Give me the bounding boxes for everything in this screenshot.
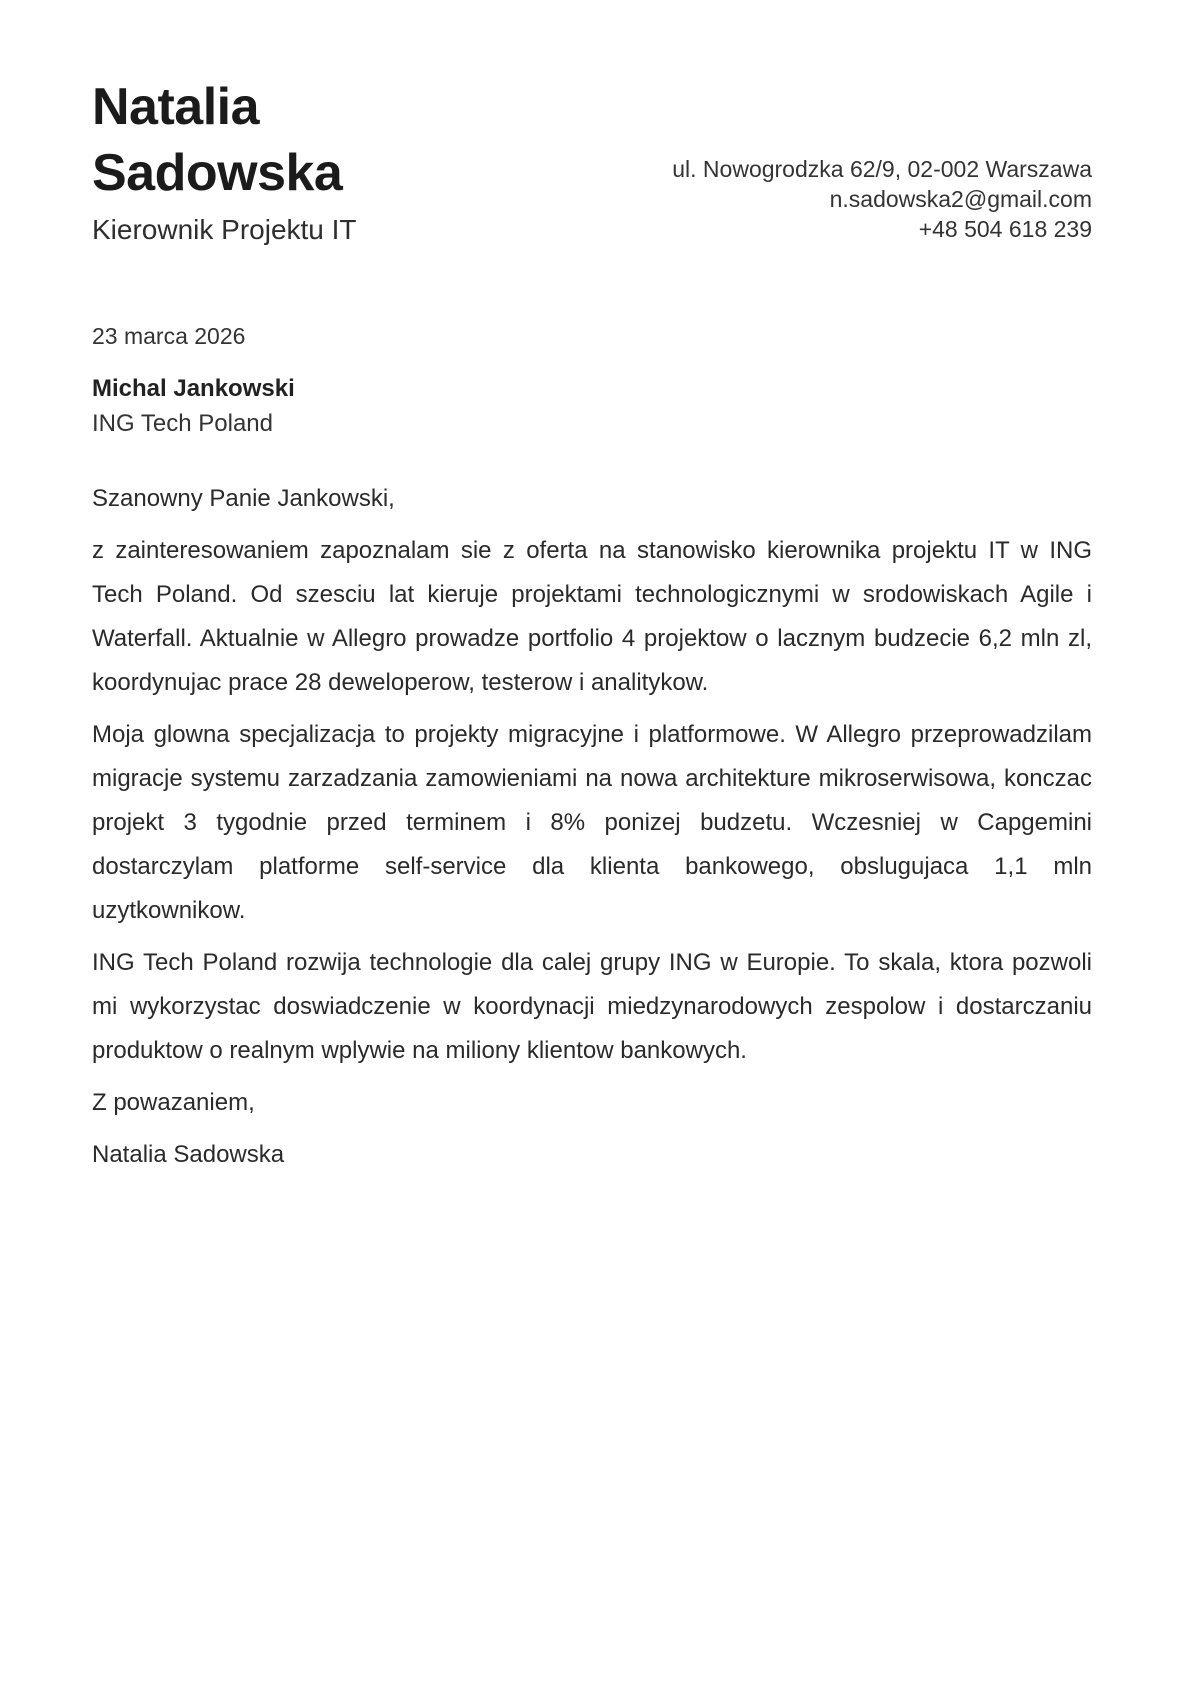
letter-body	[92, 529, 1092, 1073]
letter-date: 23 marca 2026	[92, 323, 246, 349]
job-title: Kierownik Projektu IT	[92, 214, 357, 245]
salutation: Szanowny Panie Jankowski,	[92, 485, 395, 512]
person-name	[92, 74, 357, 206]
contact-email: n.sadowska2@gmail.com	[829, 186, 1092, 212]
person-last-name: Sadowska	[92, 144, 343, 202]
person-first-name: Natalia	[92, 78, 260, 136]
contact-phone: +48 504 618 239	[918, 216, 1092, 242]
closing-phrase: Z powazaniem,	[92, 1089, 255, 1116]
letter-paragraph: z zainteresowaniem zapoznalam sie z oferta na stanowisko kierownika projektu IT w ING Tech Poland. Od szesciu lat kieruje projektami technologicznymi w srodowiskach Agile i Waterfall. Aktualnie w Allegro prowadze portfolio 4 projektow o lacznym budzecie 6,2 mln zl, koordynujac prace 28 deweloperow, testerow i analitykow.	[92, 537, 1092, 696]
letter-header	[92, 74, 1092, 247]
recipient-name: Michal Jankowski	[92, 375, 295, 402]
recipient-company: ING Tech Poland	[92, 410, 273, 437]
letter-paragraph: ING Tech Poland rozwija technologie dla calej grupy ING w Europie. To skala, ktora pozwoli mi wykorzystac doswiadczenie w koordynacji miedzynarodowych zespolow i dostarczaniu produktow o realnym wplywie na miliony klientow bankowych.	[92, 949, 1092, 1064]
recipient-block	[92, 371, 1092, 441]
contact-address: ul. Nowogrodzka 62/9, 02-002 Warszawa	[672, 156, 1092, 182]
identity-block	[92, 74, 357, 247]
person-last-name-wrap	[92, 140, 342, 206]
letter-paragraph: Moja glowna specjalizacja to projekty migracyjne i platformowe. W Allegro przeprowadzilam migracje systemu zarzadzania zamowieniami na nowa architekture mikroserwisowa, konczac projekt 3 tygodnie przed terminem i 8% ponizej budzetu. Wczesniej w Capgemini dostarczylam platforme self-service dla klienta bankowego, obslugujaca 1,1 mln uzytkownikow.	[92, 721, 1092, 924]
contact-block	[672, 154, 1092, 247]
signature-name: Natalia Sadowska	[92, 1141, 285, 1168]
